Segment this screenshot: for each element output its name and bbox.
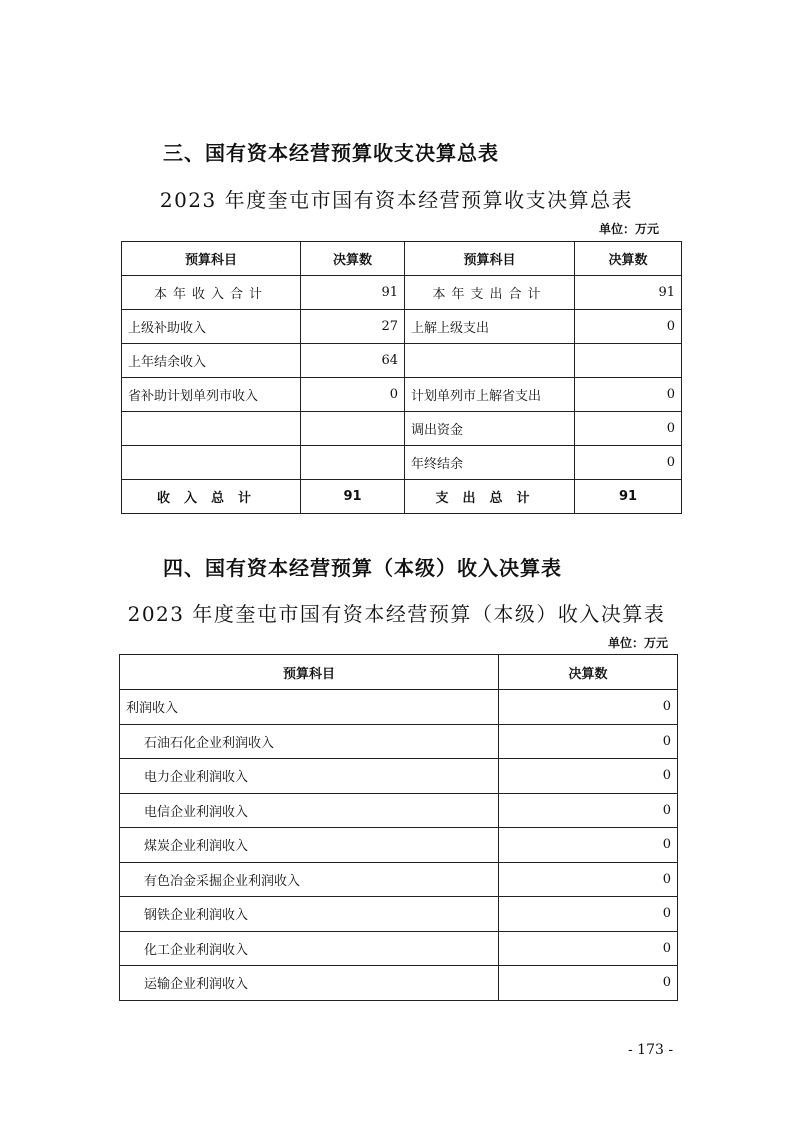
item-name: 有色冶金采掘企业利润收入 xyxy=(120,862,499,897)
item-value: 0 xyxy=(499,931,678,966)
income-value xyxy=(301,412,405,446)
table-row xyxy=(122,378,682,412)
item-name: 化工企业利润收入 xyxy=(120,931,499,966)
income-expense-summary-table xyxy=(121,241,682,514)
section4-table-title: 2023 年度奎屯市国有资本经营预算（本级）收入决算表 xyxy=(127,602,666,626)
table-row xyxy=(120,793,678,828)
expense-item: 调出资金 xyxy=(405,412,575,446)
item-name: 石油石化企业利润收入 xyxy=(120,724,499,759)
section3-unit: 单位：万元 xyxy=(599,222,660,236)
item-value: 0 xyxy=(499,897,678,932)
section3-table-title: 2023 年度奎屯市国有资本经营预算收支决算总表 xyxy=(159,188,634,212)
table-row xyxy=(120,690,678,725)
item-name: 电信企业利润收入 xyxy=(120,793,499,828)
table-row xyxy=(120,897,678,932)
expense-item: 上解上级支出 xyxy=(405,310,575,344)
item-name: 钢铁企业利润收入 xyxy=(120,897,499,932)
item-name: 煤炭企业利润收入 xyxy=(120,828,499,863)
expense-value: 0 xyxy=(575,378,682,412)
column-header: 预算科目 xyxy=(120,655,499,690)
column-header: 决算数 xyxy=(499,655,678,690)
item-value: 0 xyxy=(499,759,678,794)
income-item xyxy=(122,446,301,480)
column-header: 预算科目 xyxy=(122,242,301,276)
table-row xyxy=(120,828,678,863)
item-name: 利润收入 xyxy=(120,690,499,725)
expense-total-value: 91 xyxy=(575,480,682,514)
expense-value: 0 xyxy=(575,446,682,480)
table-row xyxy=(122,344,682,378)
income-detail-table xyxy=(119,654,678,1001)
income-item xyxy=(122,412,301,446)
item-value: 0 xyxy=(499,793,678,828)
table-row xyxy=(120,966,678,1001)
item-name: 电力企业利润收入 xyxy=(120,759,499,794)
expense-item: 本年支出合计 xyxy=(405,276,575,310)
item-value: 0 xyxy=(499,862,678,897)
item-value: 0 xyxy=(499,724,678,759)
income-item: 上级补助收入 xyxy=(122,310,301,344)
item-name: 运输企业利润收入 xyxy=(120,966,499,1001)
column-header: 决算数 xyxy=(575,242,682,276)
income-item: 上年结余收入 xyxy=(122,344,301,378)
table-row xyxy=(122,276,682,310)
table-row xyxy=(122,412,682,446)
income-value xyxy=(301,446,405,480)
column-header: 决算数 xyxy=(301,242,405,276)
section3-heading: 三、国有资本经营预算收支决算总表 xyxy=(163,141,499,165)
expense-item: 年终结余 xyxy=(405,446,575,480)
table-row xyxy=(120,931,678,966)
table-row xyxy=(120,759,678,794)
income-total-label: 收入总计 xyxy=(122,480,301,514)
column-header: 预算科目 xyxy=(405,242,575,276)
expense-value: 0 xyxy=(575,412,682,446)
table-header-row xyxy=(120,655,678,690)
expense-value: 0 xyxy=(575,310,682,344)
income-value: 0 xyxy=(301,378,405,412)
income-item: 省补助计划单列市收入 xyxy=(122,378,301,412)
item-value: 0 xyxy=(499,828,678,863)
income-item: 本年收入合计 xyxy=(122,276,301,310)
income-value: 91 xyxy=(301,276,405,310)
income-value: 64 xyxy=(301,344,405,378)
table-row xyxy=(120,862,678,897)
income-total-value: 91 xyxy=(301,480,405,514)
table-row xyxy=(122,310,682,344)
expense-item xyxy=(405,344,575,378)
item-value: 0 xyxy=(499,690,678,725)
table-header-row xyxy=(122,242,682,276)
section4-unit: 单位：万元 xyxy=(608,636,669,650)
expense-value xyxy=(575,344,682,378)
table-row xyxy=(120,724,678,759)
expense-total-label: 支出总计 xyxy=(405,480,575,514)
section4-heading: 四、国有资本经营预算（本级）收入决算表 xyxy=(163,556,562,580)
income-value: 27 xyxy=(301,310,405,344)
page-number: - 173 - xyxy=(628,1042,674,1058)
table-row xyxy=(122,446,682,480)
total-row xyxy=(122,480,682,514)
expense-value: 91 xyxy=(575,276,682,310)
item-value: 0 xyxy=(499,966,678,1001)
expense-item: 计划单列市上解省支出 xyxy=(405,378,575,412)
